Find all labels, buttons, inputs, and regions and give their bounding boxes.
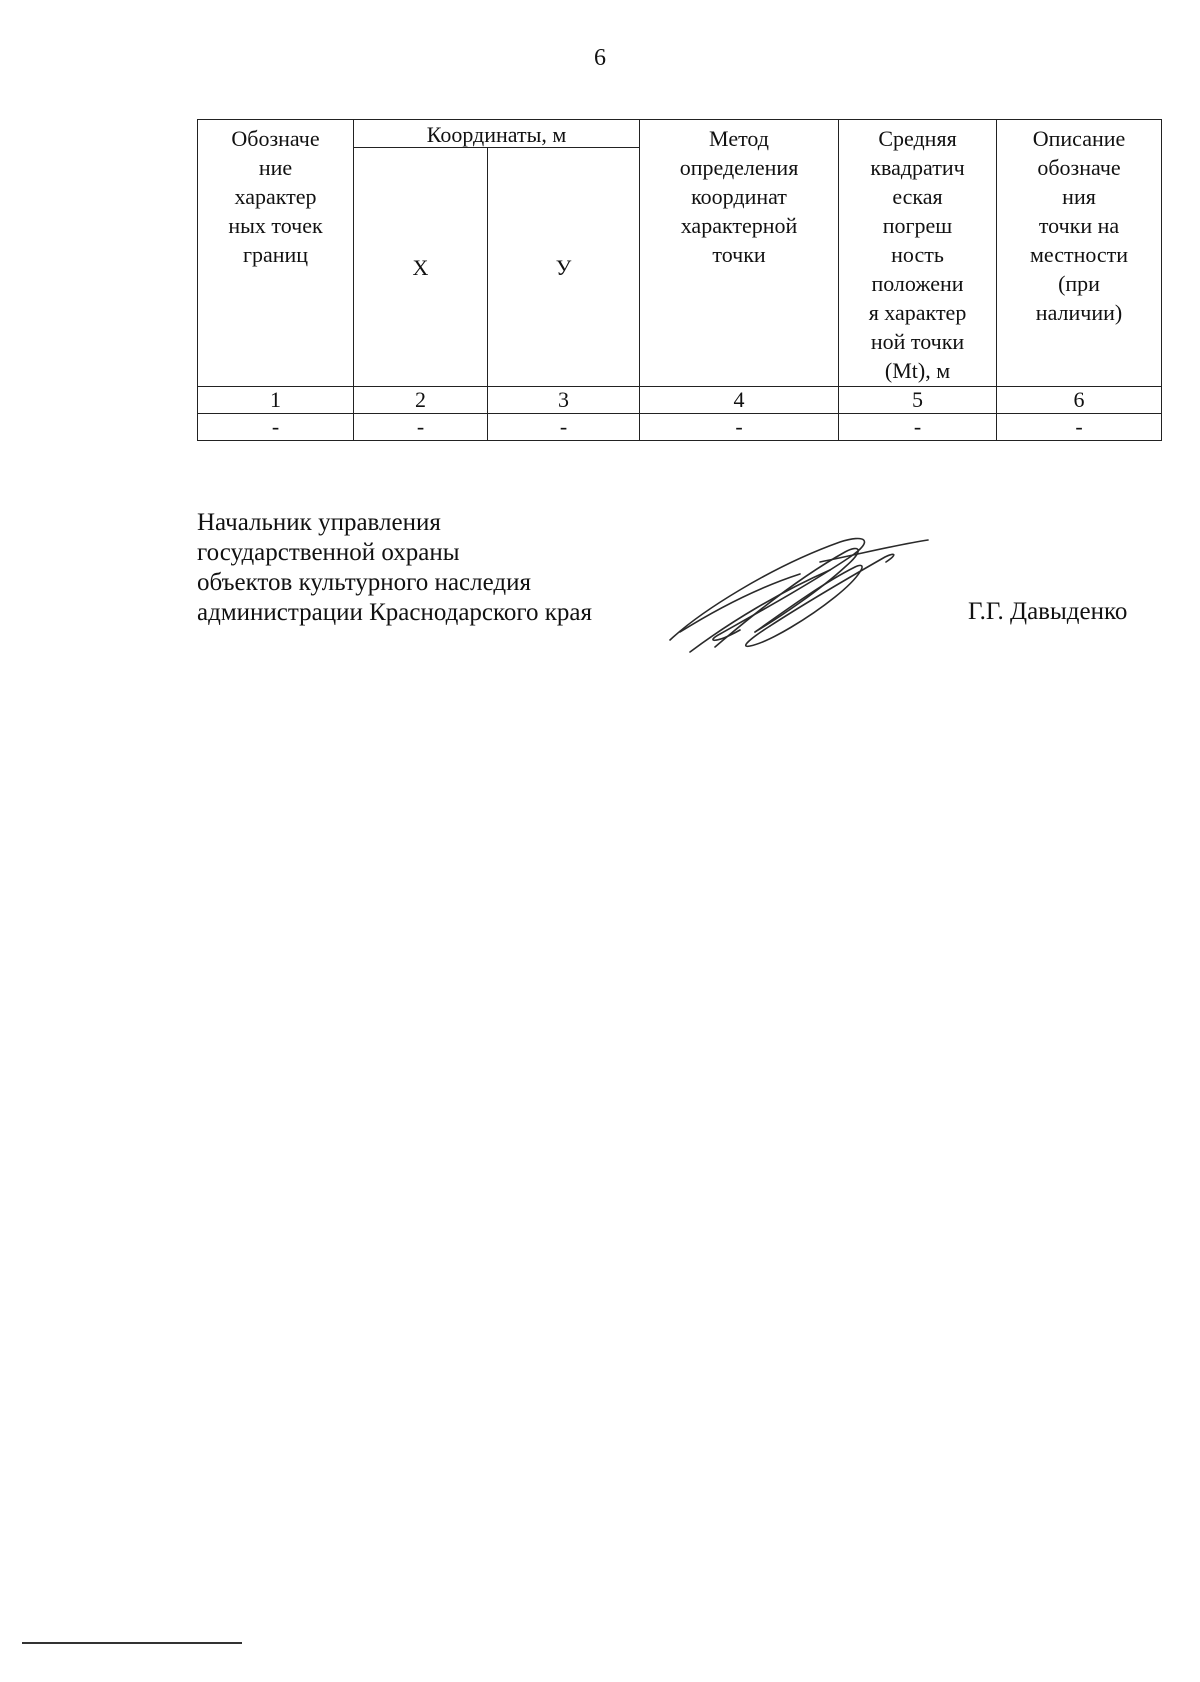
header-description: Описание обозначе ния точки на местности (при наличии) [997,120,1162,387]
header-coordinates: Координаты, м [354,120,640,148]
table-cell: - [640,414,839,441]
signatory-title-line: государственной охраны [197,539,460,566]
table-cell: - [488,414,640,441]
coordinates-table [197,119,1162,441]
header-designation: Обозначе ние характер ных точек границ [198,120,354,387]
column-number: 1 [198,387,354,414]
header-method: Метод определения координат характерной точки [640,120,839,387]
page-number: 6 [594,45,606,71]
handwritten-signature [660,522,930,657]
table-row [198,414,1162,441]
column-number: 6 [997,387,1162,414]
header-error: Средняя квадратич еская погреш ность положени я характер ной точки (Mt), м [839,120,997,387]
signatory-name: Г.Г. Давыденко [968,598,1128,625]
column-number: 3 [488,387,640,414]
column-number: 5 [839,387,997,414]
signatory-title [197,508,592,628]
table-cell: - [354,414,488,441]
column-number-row [198,387,1162,414]
signatory-title-line: Начальник управления [197,509,441,536]
signatory-title-line: администрации Краснодарского края [197,599,593,626]
header-x: X [354,148,488,387]
signatory-title-line: объектов культурного наследия [197,569,531,596]
footer-divider [22,1642,242,1644]
table-header-row [198,120,1162,148]
table-cell: - [997,414,1162,441]
header-y: У [488,148,640,387]
column-number: 2 [354,387,488,414]
table-cell: - [839,414,997,441]
table-cell: - [198,414,354,441]
column-number: 4 [640,387,839,414]
